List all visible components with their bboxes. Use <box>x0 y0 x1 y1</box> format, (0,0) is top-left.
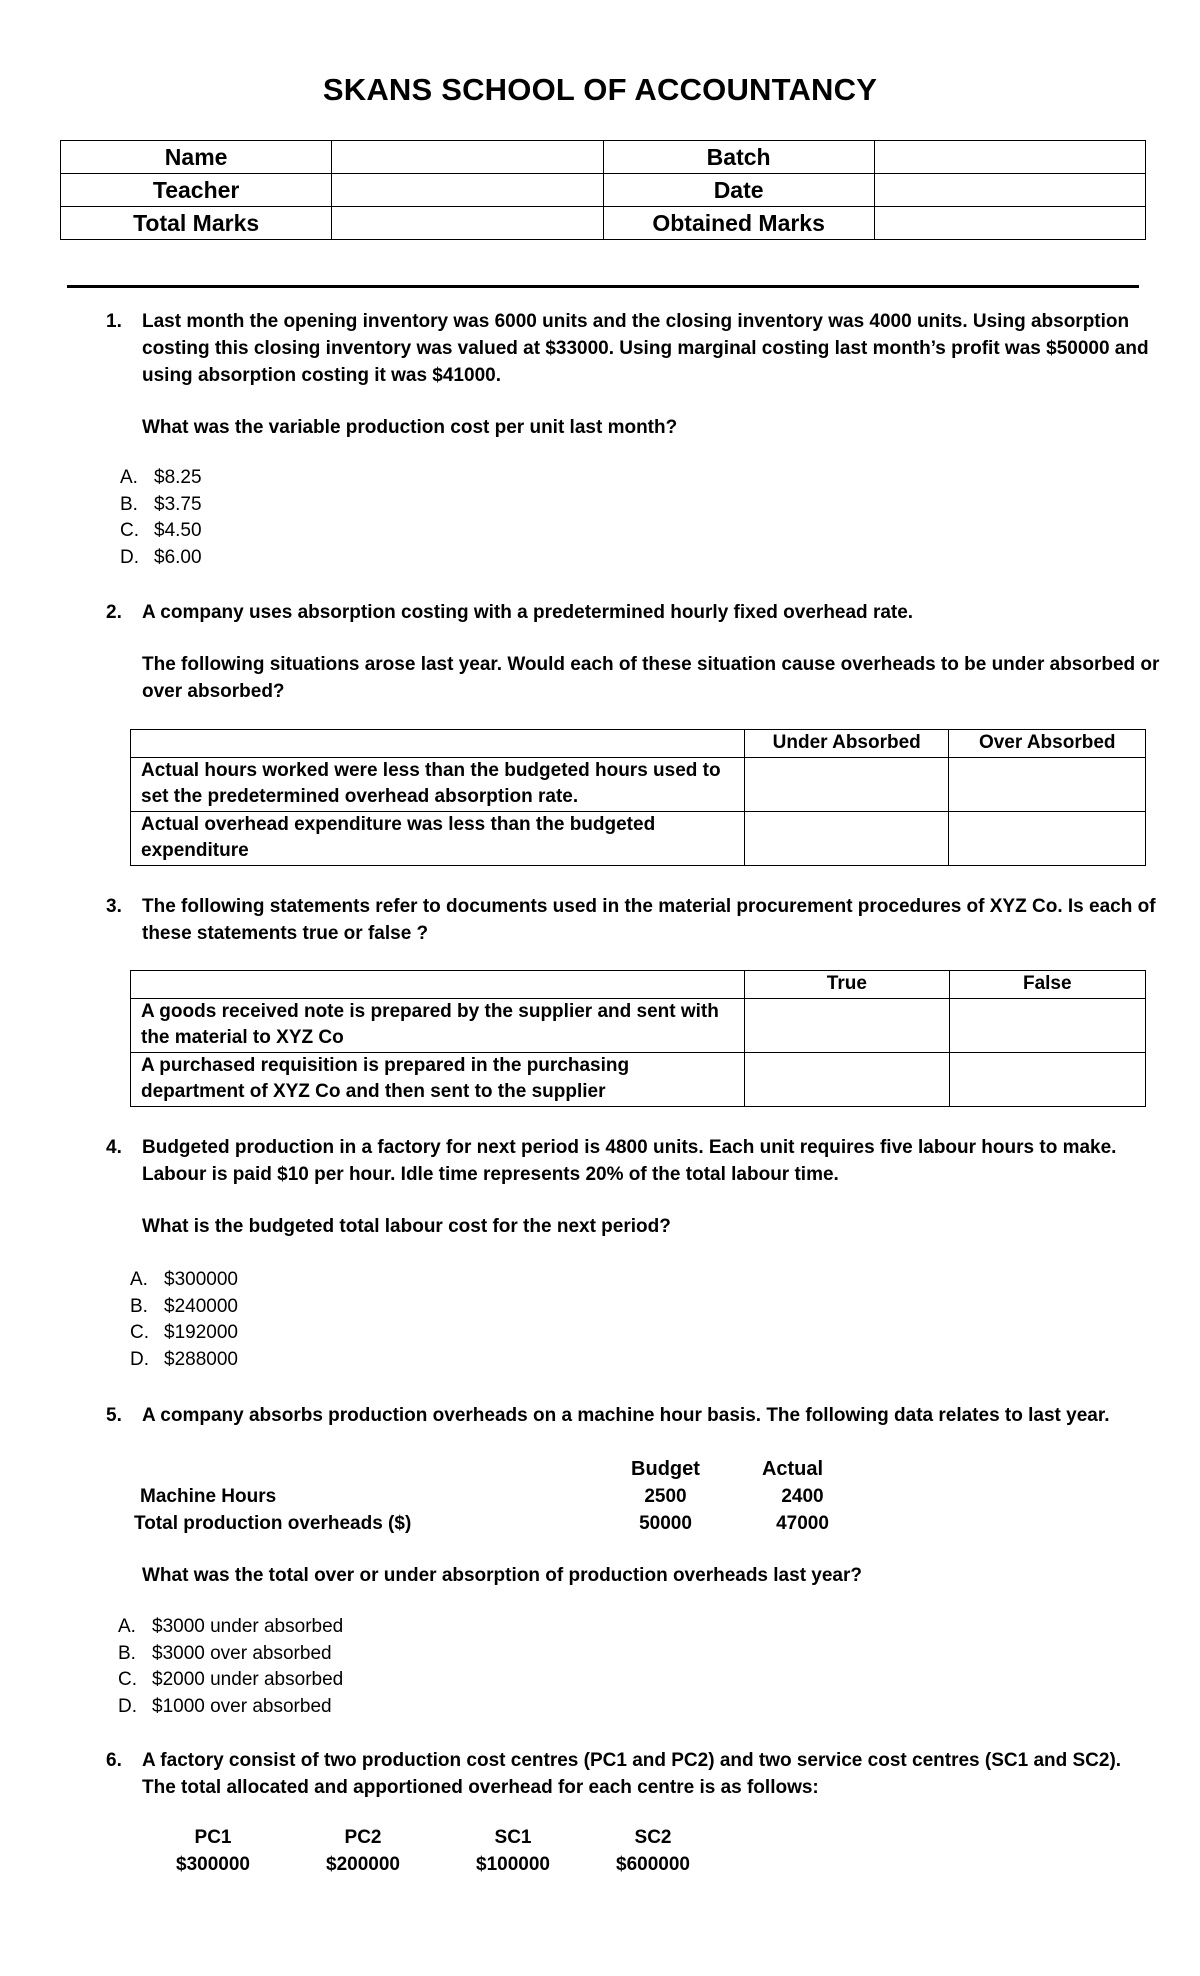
question-2 <box>100 599 1160 705</box>
centre-names-row <box>168 1824 698 1851</box>
question-prompt: What is the budgeted total labour cost for the next period? <box>142 1216 671 1237</box>
blank-header-cell <box>131 971 745 999</box>
q2-answer-table <box>130 729 1146 866</box>
centre-name: SC1 <box>494 1827 532 1848</box>
option[interactable]: B. $240000 <box>130 1295 238 1317</box>
question-6 <box>100 1747 1160 1801</box>
actual-value: 47000 <box>776 1513 829 1534</box>
option[interactable]: A. $300000 <box>130 1269 238 1290</box>
blank-header-cell <box>131 730 745 758</box>
info-row <box>61 174 1146 207</box>
question-4 <box>100 1134 1160 1240</box>
centre-value: $300000 <box>176 1854 250 1875</box>
question-prompt: The following situations arose last year. Would each of these situation cause overheads to be under absorbed or over absorbed? <box>142 654 1160 702</box>
under-absorbed-answer[interactable] <box>744 811 948 865</box>
under-absorbed-answer[interactable] <box>744 757 948 811</box>
name-label: Name <box>61 141 332 174</box>
option[interactable]: D. $1000 over absorbed <box>118 1695 332 1717</box>
question-text: The following statements refer to documents used in the material procurement procedures of XYZ Co. Is each of these statements true or false ? <box>142 896 1156 944</box>
question-prompt: What was the total over or under absorption of production overheads last year? <box>142 1565 862 1586</box>
question-1 <box>100 308 1160 441</box>
obtained-marks-label: Obtained Marks <box>603 207 874 240</box>
true-header: True <box>745 971 949 999</box>
question-number: 4. <box>106 1137 122 1158</box>
option[interactable]: D. $6.00 <box>120 546 202 568</box>
over-absorbed-answer[interactable] <box>949 757 1146 811</box>
teacher-label: Teacher <box>61 174 332 207</box>
centre-value: $200000 <box>326 1854 400 1875</box>
obtained-marks-field[interactable] <box>874 207 1145 240</box>
date-field[interactable] <box>874 174 1145 207</box>
row-label: Total production overheads ($) <box>134 1513 412 1534</box>
question-prompt: What was the variable production cost per unit last month? <box>142 417 678 438</box>
total-marks-field[interactable] <box>332 207 603 240</box>
over-absorbed-answer[interactable] <box>949 811 1146 865</box>
row-label: Machine Hours <box>140 1486 277 1507</box>
actual-value: 2400 <box>781 1486 824 1507</box>
q5-options <box>98 1614 343 1720</box>
page-title: SKANS SCHOOL OF ACCOUNTANCY <box>322 72 878 107</box>
q1-options <box>100 465 202 571</box>
budget-value: 2500 <box>644 1486 687 1507</box>
question-number: 2. <box>106 602 122 623</box>
q5-data-table <box>134 1456 876 1537</box>
false-answer[interactable] <box>949 1052 1145 1106</box>
option[interactable]: B. $3.75 <box>120 493 202 515</box>
statement: Actual hours worked were less than the budgeted hours used to set the predetermined overhead absorption rate. <box>131 757 745 811</box>
centre-name: PC1 <box>194 1827 232 1848</box>
statement: A purchased requisition is prepared in the purchasing department of XYZ Co and then sent to the supplier <box>131 1052 745 1106</box>
centre-name: PC2 <box>344 1827 382 1848</box>
centre-name: SC2 <box>634 1827 672 1848</box>
question-3 <box>100 893 1160 947</box>
question-text: Last month the opening inventory was 6000 units and the closing inventory was 4000 units. Using absorption costing this closing inventory was valued at $33000. Using marginal costing last month’s profit was $50000 and using absorption costing it was $41000. <box>142 311 1149 386</box>
statement: A goods received note is prepared by the supplier and sent with the material to XYZ Co <box>131 998 745 1052</box>
date-label: Date <box>603 174 874 207</box>
false-header: False <box>949 971 1145 999</box>
option[interactable]: A. $3000 under absorbed <box>118 1616 344 1637</box>
option[interactable]: C. $192000 <box>130 1322 238 1343</box>
q4-options <box>110 1267 238 1373</box>
student-info-table <box>60 140 1146 240</box>
teacher-field[interactable] <box>332 174 603 207</box>
option[interactable]: B. $3000 over absorbed <box>118 1642 332 1664</box>
budget-value: 50000 <box>639 1513 692 1534</box>
centre-value: $100000 <box>476 1854 550 1875</box>
actual-header: Actual <box>761 1458 824 1480</box>
under-absorbed-header: Under Absorbed <box>744 730 948 758</box>
option[interactable]: D. $288000 <box>130 1348 238 1370</box>
option[interactable]: A. $8.25 <box>120 467 202 488</box>
question-text: A factory consist of two production cost centres (PC1 and PC2) and two service cost centres (SC1 and SC2). The total allocated and apportioned overhead for each centre is as follows: <box>142 1750 1122 1798</box>
question-5-prompt <box>100 1562 1160 1589</box>
q3-answer-table <box>130 970 1146 1107</box>
name-field[interactable] <box>332 141 603 174</box>
statement: Actual overhead expenditure was less than the budgeted expenditure <box>131 811 745 865</box>
question-text: Budgeted production in a factory for next period is 4800 units. Each unit requires five labour hours to make. Labour is paid $10 per hour. Idle time represents 20% of the total labour time. <box>142 1137 1117 1185</box>
true-answer[interactable] <box>745 998 949 1052</box>
batch-label: Batch <box>603 141 874 174</box>
question-text: A company absorbs production overheads on a machine hour basis. The following data relates to last year. <box>142 1405 1110 1426</box>
question-number: 1. <box>106 311 122 332</box>
option[interactable]: C. $2000 under absorbed <box>118 1669 344 1690</box>
centre-values-row <box>168 1851 698 1878</box>
false-answer[interactable] <box>949 998 1145 1052</box>
over-absorbed-header: Over Absorbed <box>949 730 1146 758</box>
question-text: A company uses absorption costing with a predetermined hourly fixed overhead rate. <box>142 602 914 623</box>
true-answer[interactable] <box>745 1052 949 1106</box>
total-marks-label: Total Marks <box>61 207 332 240</box>
info-row <box>61 207 1146 240</box>
q6-centres-table <box>168 1824 698 1878</box>
option[interactable]: C. $4.50 <box>120 520 202 541</box>
data-row <box>134 1483 876 1510</box>
centre-value: $600000 <box>616 1854 690 1875</box>
question-5 <box>100 1402 1160 1429</box>
budget-header: Budget <box>631 1458 700 1480</box>
info-row <box>61 141 1146 174</box>
question-number: 3. <box>106 896 122 917</box>
batch-field[interactable] <box>874 141 1145 174</box>
divider <box>67 285 1139 288</box>
question-number: 6. <box>106 1750 122 1771</box>
question-number: 5. <box>106 1405 122 1426</box>
data-row <box>134 1510 876 1537</box>
